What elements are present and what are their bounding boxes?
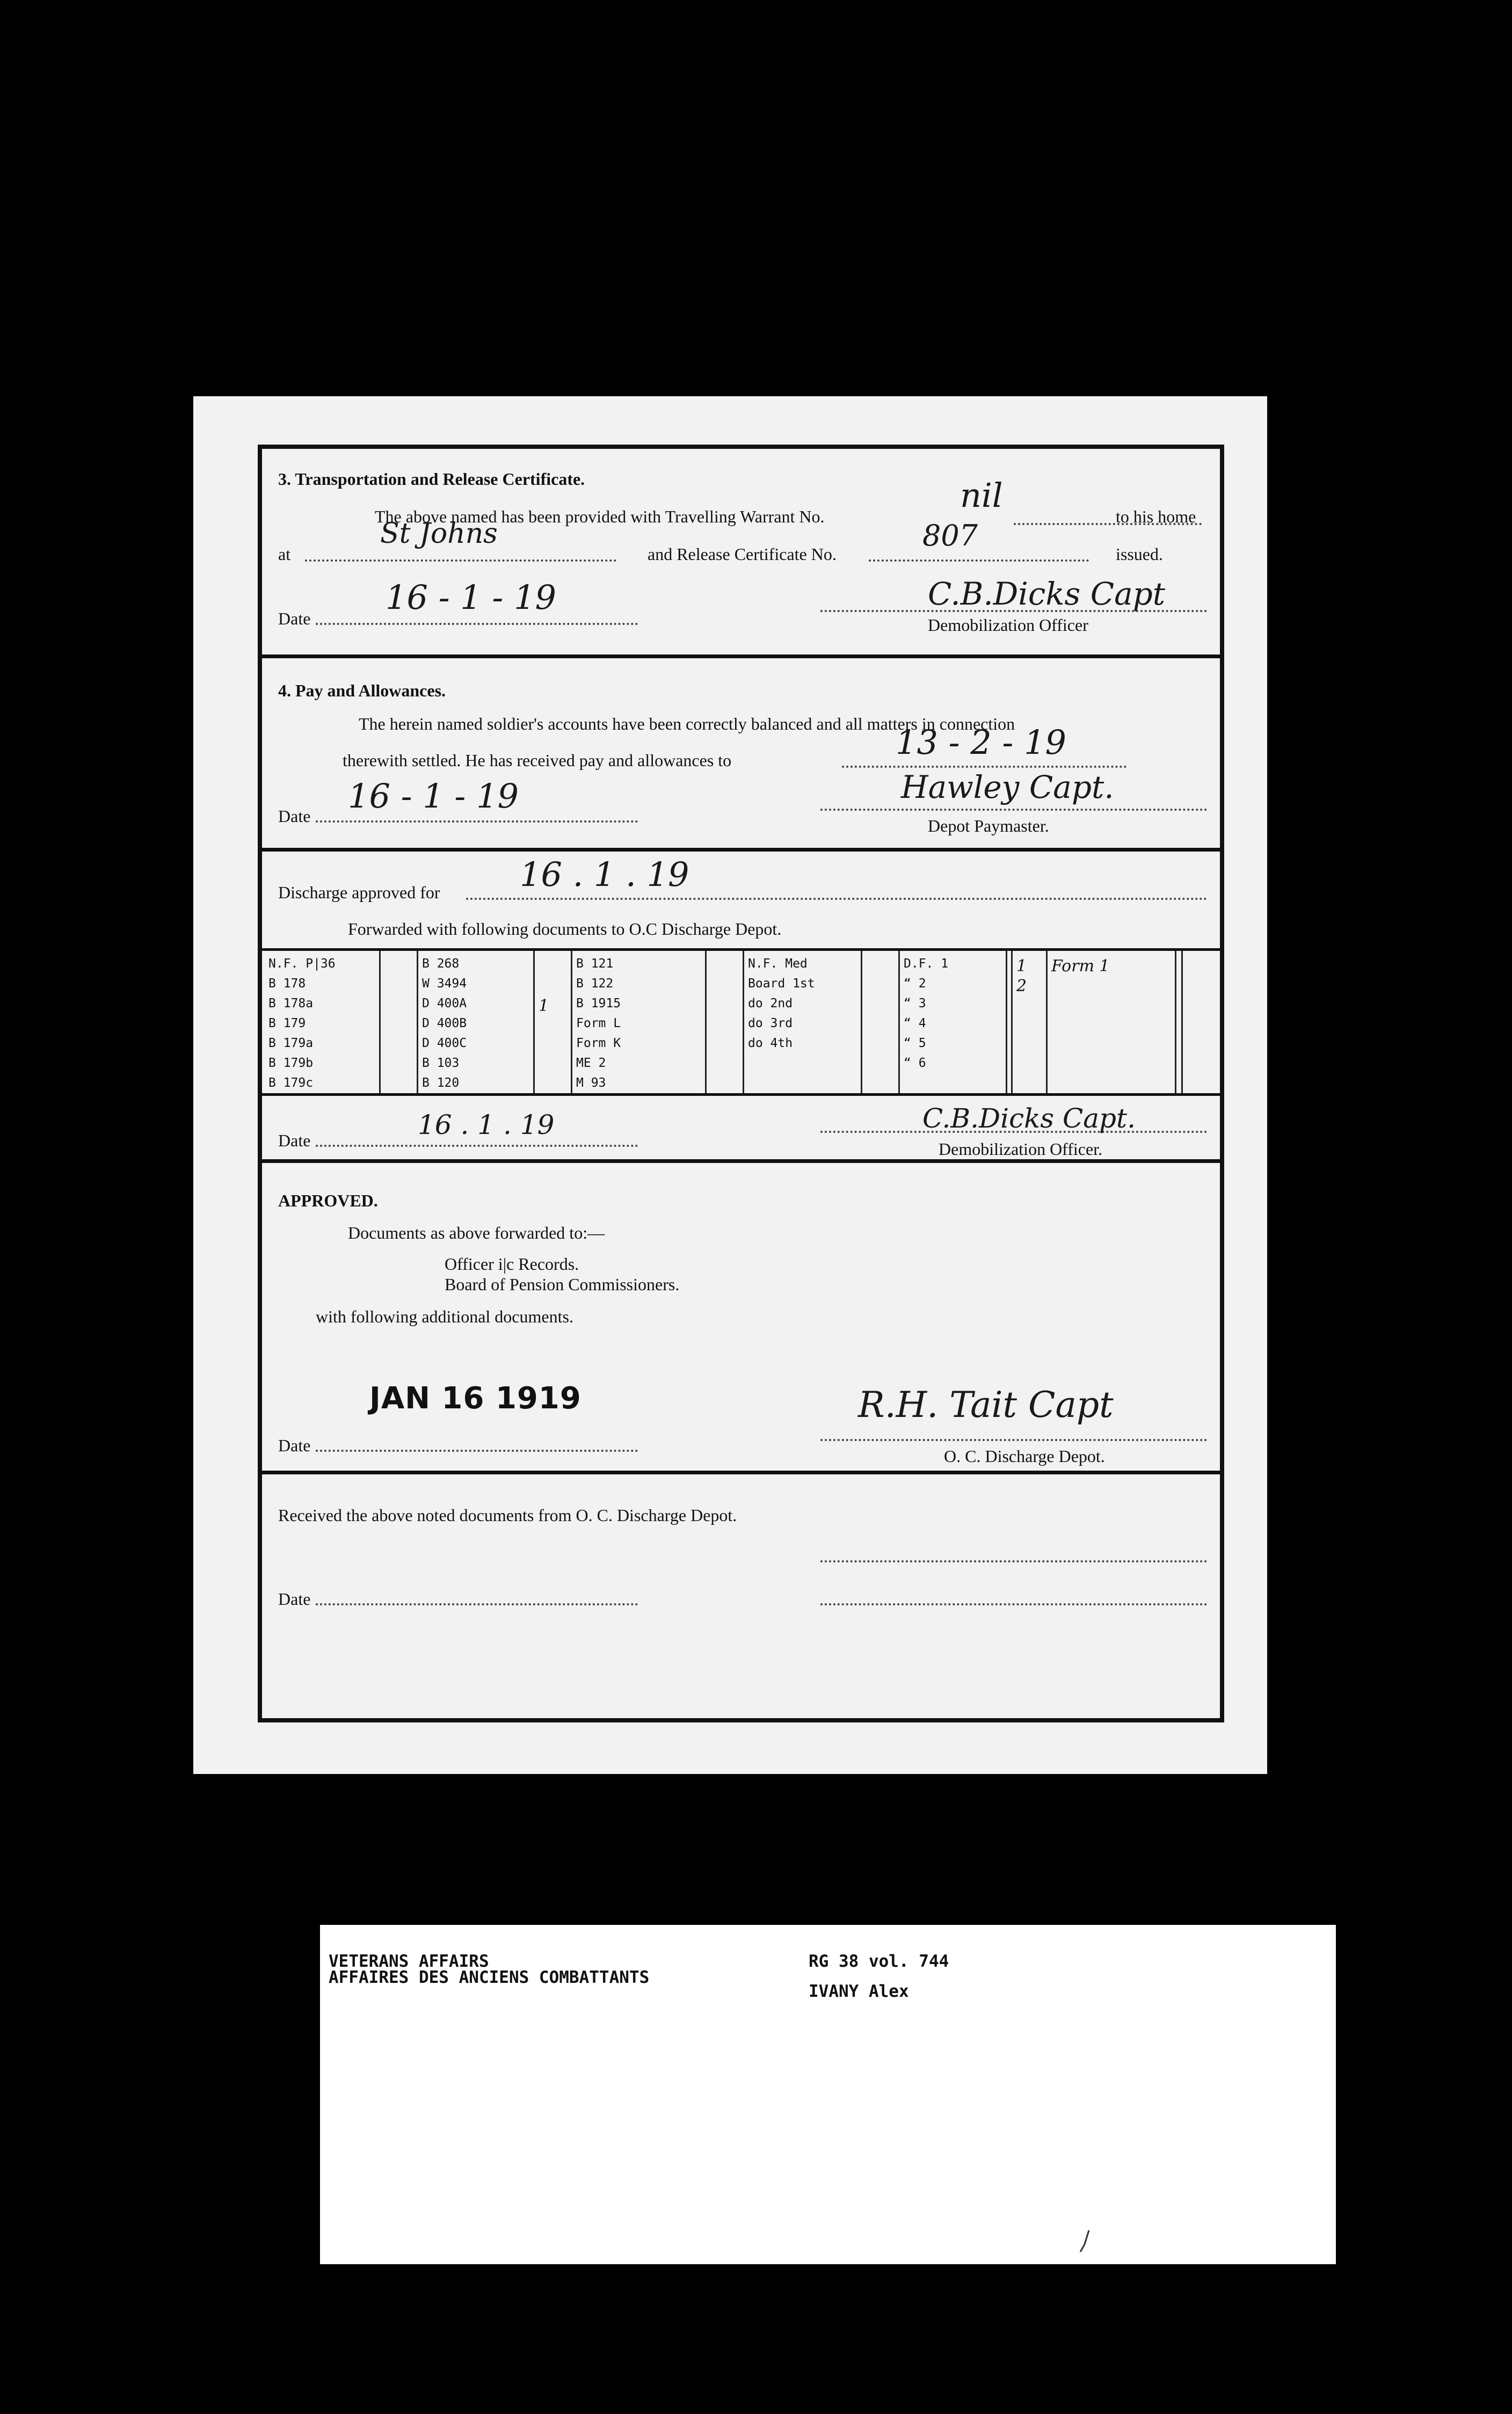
section-pay-allowances bbox=[262, 658, 1220, 852]
table-cell: do 4th bbox=[748, 1036, 793, 1050]
date-label: Date bbox=[278, 806, 311, 826]
soldier-name: IVANY Alex bbox=[809, 1982, 909, 2001]
issued-label: issued. bbox=[1116, 544, 1163, 564]
section-approved bbox=[262, 1163, 1220, 1474]
documents-table bbox=[262, 948, 1220, 1120]
pen-mark bbox=[1077, 2228, 1093, 2255]
agency-name-fr: AFFAIRES DES ANCIENS COMBATTANTS bbox=[329, 1968, 650, 1987]
demob-officer-signature: C.B.Dicks Capt bbox=[928, 576, 1166, 612]
table-cell: Board 1st bbox=[748, 977, 815, 991]
table-cell: D.F. 1 bbox=[904, 957, 949, 971]
officer-records-text: Officer i|c Records. bbox=[445, 1254, 579, 1274]
agency-name: VETERANS AFFAIRS bbox=[329, 1952, 489, 1971]
table-cell: B 179a bbox=[268, 1036, 314, 1050]
additional-docs-text: with following additional documents. bbox=[316, 1307, 573, 1326]
date-label: Date bbox=[278, 1131, 311, 1150]
home-location: St Johns bbox=[380, 518, 498, 550]
release-cert-label: and Release Certificate No. bbox=[648, 544, 837, 564]
table-cell: ME 2 bbox=[576, 1056, 606, 1070]
table-cell: “ 3 bbox=[904, 997, 926, 1010]
section-received bbox=[262, 1474, 1220, 1716]
warrant-text: The above named has been provided with Travelling Warrant No. bbox=[375, 507, 825, 526]
table-cell: “ 6 bbox=[904, 1056, 926, 1070]
table-cell: Form K bbox=[576, 1036, 621, 1050]
table-cell: 1 bbox=[1016, 957, 1027, 976]
pay-date: 16 - 1 - 19 bbox=[348, 776, 519, 816]
date-label: Date bbox=[278, 609, 311, 628]
forwarding-date: 16 . 1 . 19 bbox=[418, 1109, 555, 1140]
accounts-text: The herein named soldier's accounts have been correctly balanced and all matters in connection bbox=[359, 714, 1015, 733]
paid-to-date: 13 - 2 - 19 bbox=[896, 723, 1066, 762]
table-cell: B 103 bbox=[422, 1056, 460, 1070]
table-cell: B 268 bbox=[422, 957, 460, 971]
paymaster-signature: Hawley Capt. bbox=[901, 769, 1114, 805]
discharge-depot-label: O. C. Discharge Depot. bbox=[944, 1446, 1105, 1466]
table-cell: N.F. Med bbox=[748, 957, 808, 971]
at-label: at bbox=[278, 544, 291, 564]
demob-officer-label: Demobilization Officer. bbox=[939, 1139, 1103, 1159]
table-cell: B 121 bbox=[576, 957, 614, 971]
table-cell: N.F. P|36 bbox=[268, 957, 336, 971]
pension-board-text: Board of Pension Commissioners. bbox=[445, 1275, 680, 1294]
table-cell: do 2nd bbox=[748, 997, 793, 1010]
table-cell: B 179b bbox=[268, 1056, 314, 1070]
table-cell: 1 bbox=[539, 997, 549, 1015]
table-cell: W 3494 bbox=[422, 977, 467, 991]
paymaster-label: Depot Paymaster. bbox=[928, 816, 1049, 835]
release-date: 16 - 1 - 19 bbox=[386, 578, 556, 617]
received-text: Received the above noted documents from O. C. Discharge Depot. bbox=[278, 1506, 737, 1525]
approved-heading: APPROVED. bbox=[278, 1191, 378, 1210]
warrant-number: nil bbox=[960, 476, 1003, 515]
date-label: Date bbox=[278, 1436, 311, 1455]
date-stamp: JAN 16 1919 bbox=[369, 1381, 581, 1416]
table-cell: 2 bbox=[1016, 977, 1027, 995]
date-label: Date bbox=[278, 1589, 311, 1609]
archive-label-card bbox=[320, 1925, 1336, 2264]
discharge-depot-signature: R.H. Tait Capt bbox=[858, 1384, 1114, 1426]
to-home-text: to his home bbox=[1116, 507, 1196, 526]
section-transportation bbox=[262, 449, 1220, 658]
table-cell: B 178 bbox=[268, 977, 306, 991]
table-cell: D 400A bbox=[422, 997, 467, 1010]
section-discharge bbox=[262, 852, 1220, 1163]
table-cell: “ 5 bbox=[904, 1036, 926, 1050]
forwarded-text: Forwarded with following documents to O.C Discharge Depot. bbox=[348, 919, 782, 939]
table-cell: B 179 bbox=[268, 1016, 306, 1030]
table-cell: B 178a bbox=[268, 997, 314, 1010]
table-cell: M 93 bbox=[576, 1076, 606, 1090]
table-cell: “ 2 bbox=[904, 977, 926, 991]
section-4-heading: 4. Pay and Allowances. bbox=[278, 681, 446, 700]
documents-forwarded-text: Documents as above forwarded to:— bbox=[348, 1223, 605, 1242]
record-reference: RG 38 vol. 744 bbox=[809, 1952, 949, 1971]
demob-officer-signature: C.B.Dicks Capt. bbox=[922, 1103, 1136, 1134]
table-cell: B 179c bbox=[268, 1076, 314, 1090]
form-page bbox=[193, 396, 1267, 1774]
table-cell: D 400C bbox=[422, 1036, 467, 1050]
section-3-heading: 3. Transportation and Release Certificate. bbox=[278, 469, 585, 489]
form-frame bbox=[258, 445, 1224, 1722]
release-cert-number: 807 bbox=[922, 519, 978, 552]
table-cell: B 120 bbox=[422, 1076, 460, 1090]
table-cell: “ 4 bbox=[904, 1016, 926, 1030]
discharge-approved-date: 16 . 1 . 19 bbox=[520, 855, 689, 894]
demob-officer-label: Demobilization Officer bbox=[928, 615, 1088, 635]
settled-text: therewith settled. He has received pay and allowances to bbox=[343, 751, 732, 770]
table-cell: B 1915 bbox=[576, 997, 621, 1010]
discharge-approved-label: Discharge approved for bbox=[278, 883, 440, 902]
table-cell: Form L bbox=[576, 1016, 621, 1030]
table-cell: Form 1 bbox=[1051, 957, 1110, 976]
table-cell: B 122 bbox=[576, 977, 614, 991]
table-cell: do 3rd bbox=[748, 1016, 793, 1030]
table-cell: D 400B bbox=[422, 1016, 467, 1030]
